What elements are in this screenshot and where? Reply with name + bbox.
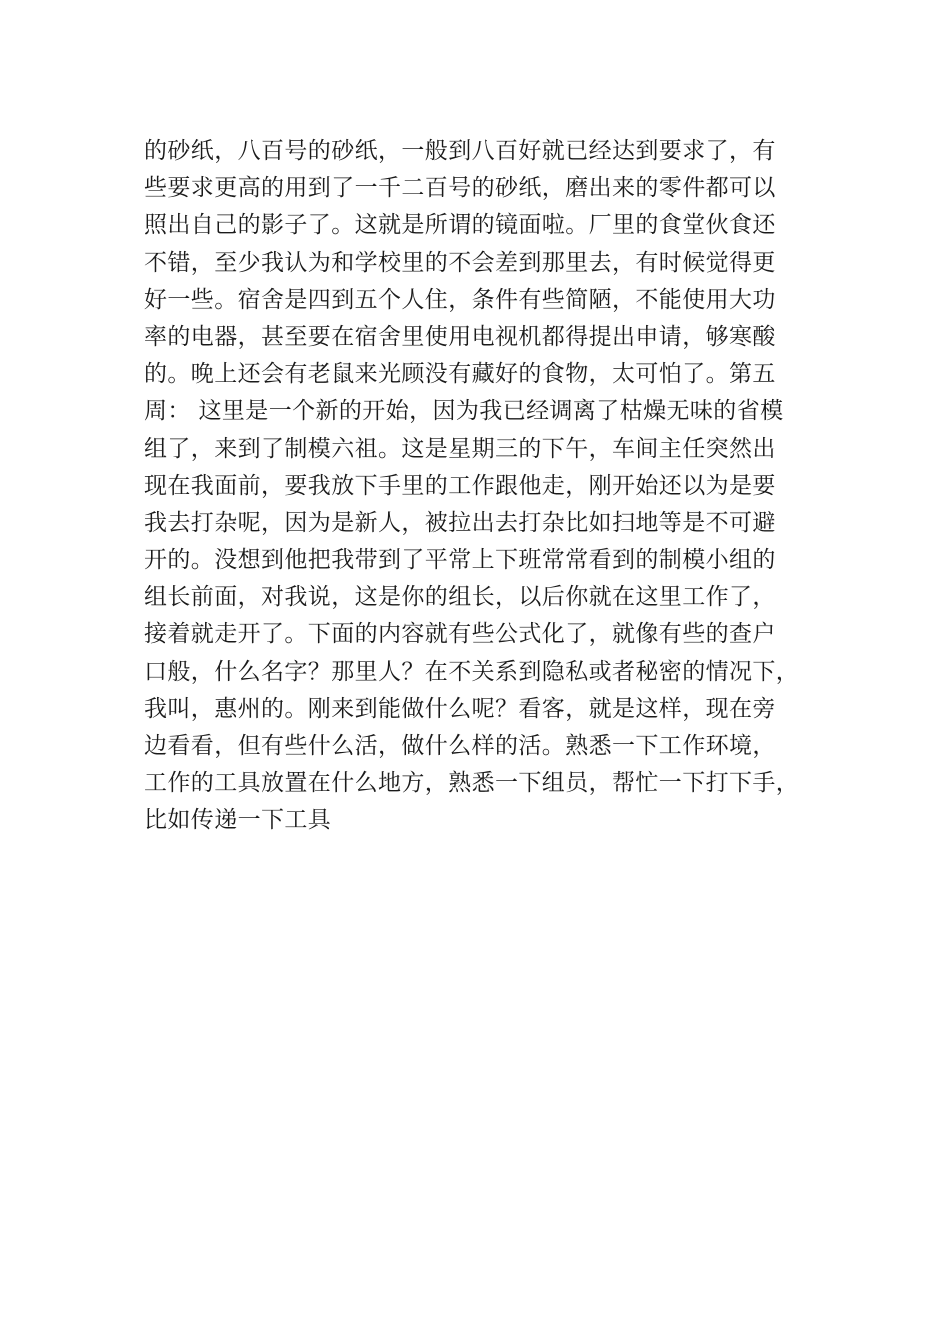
text-line: 口般，什么名字？那里人？在不关系到隐私或者秘密的情况下， [144,658,800,685]
text-line: 照出自己的影子了。这就是所谓的镜面啦。厂里的食堂伙食还 [144,212,776,239]
text-line: 边看看，但有些什么活，做什么样的活。熟悉一下工作环境， [144,733,776,759]
body-text [144,133,844,840]
text-line: 我去打杂呢，因为是新人，被拉出去打杂比如扫地等是不可避 [144,509,776,536]
text-line: 些要求更高的用到了一千二百号的砂纸，磨出来的零件都可以 [144,175,776,202]
text-line: 工作的工具放置在什么地方，熟悉一下组员，帮忙一下打下手， [144,770,800,797]
text-line: 的。晚上还会有老鼠来光顾没有藏好的食物，太可怕了。第五 [144,361,776,388]
text-line: 组了，来到了制模六祖。这是星期三的下午，车间主任突然出 [144,435,776,462]
text-line: 现在我面前，要我放下手里的工作跟他走，刚开始还以为是要 [144,472,776,499]
text-line: 周： 这里是一个新的开始，因为我已经调离了枯燥无味的省模 [144,398,784,425]
text-line: 的砂纸，八百号的砂纸，一般到八百好就已经达到要求了，有 [144,138,776,164]
text-line: 不错，至少我认为和学校里的不会差到那里去，有时候觉得更 [144,249,776,276]
text-line: 组长前面，对我说，这是你的组长，以后你就在这里工作了， [144,584,776,611]
text-line: 我叫，惠州的。刚来到能做什么呢？看客，就是这样，现在旁 [144,695,776,722]
text-line: 好一些。宿舍是四到五个人住，条件有些简陋，不能使用大功 [144,286,776,313]
text-line: 接着就走开了。下面的内容就有些公式化了，就像有些的查户 [144,621,776,648]
text-line: 开的。没想到他把我带到了平常上下班常常看到的制模小组的 [144,547,776,574]
text-line: 率的电器，甚至要在宿舍里使用电视机都得提出申请，够寒酸 [144,323,776,350]
text-line: 比如传递一下工具 [144,807,332,834]
